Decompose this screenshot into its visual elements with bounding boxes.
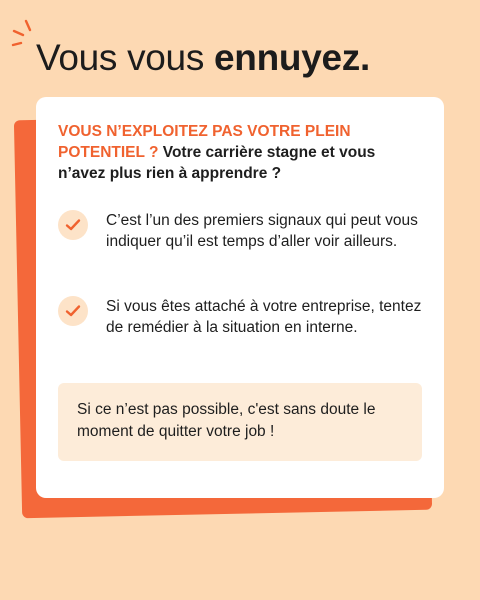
list-item-text: Si vous êtes attaché à votre entreprise, tentez de remédier à la situation en interne. [106,298,422,336]
highlight-note [58,383,422,461]
intro-rest-text: Votre carrière stagne et vous n’avez plus rien à apprendre ? [58,144,376,182]
content-card [36,97,444,498]
check-icon [58,296,88,326]
title-bold-part: ennuyez. [214,37,370,78]
intro-accent-text: VOUS N’EXPLOITEZ PAS VOTRE PLEIN POTENTIEL ? [58,123,351,161]
note-text: Si ce n’est pas possible, c'est sans doute le moment de quitter votre job ! [77,401,376,440]
title-light-part: Vous vous [36,37,215,78]
intro-text [58,121,418,184]
page-title [36,36,370,80]
list-item-text: C’est l’un des premiers signaux qui peut vous indiquer qu’il est temps d’aller voir ailleurs. [106,212,418,250]
check-icon [58,210,88,240]
